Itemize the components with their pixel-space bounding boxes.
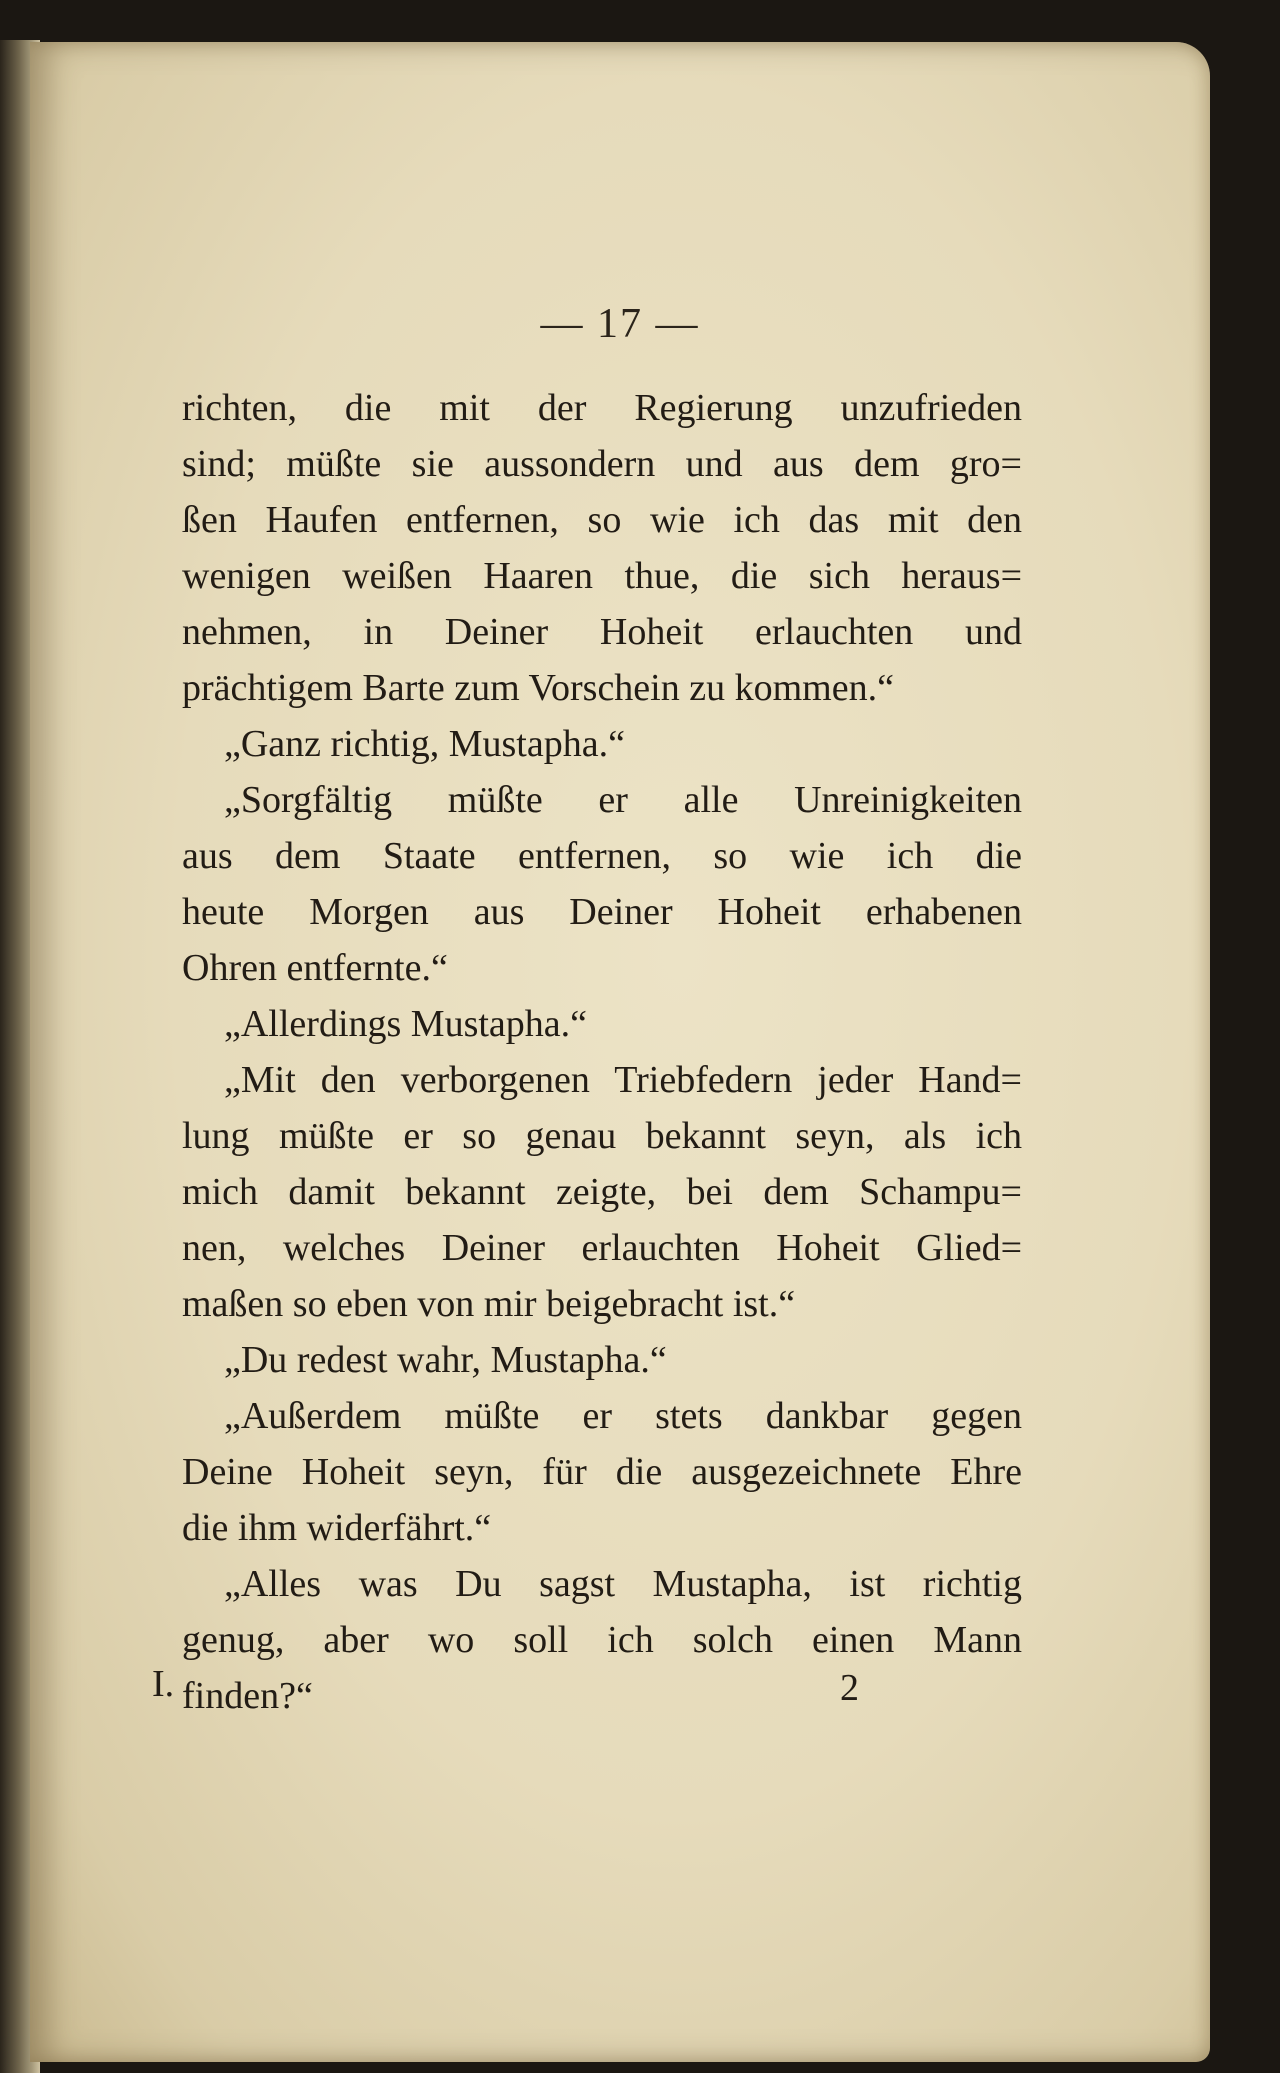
text-line: aus dem Staate entfernen, so wie ich die <box>182 835 1022 877</box>
text-line: „Alles was Du sagst Mustapha, ist richtig <box>224 1563 1022 1605</box>
text-line: „Außerdem müßte er stets dankbar gegen <box>224 1395 1022 1437</box>
text-line: heute Morgen aus Deiner Hoheit erhabenen <box>182 891 1022 933</box>
text-line: nehmen, in Deiner Hoheit erlauchten und <box>182 611 1022 653</box>
signature-mark: I. <box>152 1663 175 1705</box>
text-line: „Sorgfältig müßte er alle Unreinigkeiten <box>224 779 1022 821</box>
text-line: Ohren entfernte.“ <box>182 947 448 989</box>
text-line: „Du redest wahr, Mustapha.“ <box>224 1339 667 1381</box>
text-line: prächtigem Barte zum Vorschein zu kommen.“ <box>182 667 894 709</box>
sheet-number: 2 <box>840 1667 859 1709</box>
text-line: Deine Hoheit seyn, für die ausgezeichnete Ehre <box>182 1451 1022 1493</box>
text-line: richten, die mit der Regierung unzufrieden <box>182 387 1022 429</box>
page-sheet <box>30 42 1210 2062</box>
text-line: die ihm widerfährt.“ <box>182 1507 492 1549</box>
text-line: maßen so eben von mir beigebracht ist.“ <box>182 1283 796 1325</box>
text-line: genug, aber wo soll ich solch einen Mann <box>182 1619 1022 1661</box>
text-line: wenigen weißen Haaren thue, die sich heraus= <box>182 555 1022 597</box>
text-line: finden?“ <box>182 1675 313 1717</box>
text-line: ßen Haufen entfernen, so wie ich das mit den <box>182 499 1022 541</box>
text-line: nen, welches Deiner erlauchten Hoheit Glied= <box>182 1227 1022 1269</box>
text-line: „Allerdings Mustapha.“ <box>224 1003 588 1045</box>
text-line: lung müßte er so genau bekannt seyn, als ich <box>182 1115 1022 1157</box>
text-line: „Ganz richtig, Mustapha.“ <box>224 723 625 765</box>
body-text <box>182 380 1022 1724</box>
text-line: „Mit den verborgenen Triebfedern jeder Hand= <box>224 1059 1022 1101</box>
text-line: mich damit bekannt zeigte, bei dem Schampu= <box>182 1171 1022 1213</box>
page-number: — 17 — <box>540 301 700 347</box>
text-line: sind; müßte sie aussondern und aus dem gro= <box>182 443 1022 485</box>
